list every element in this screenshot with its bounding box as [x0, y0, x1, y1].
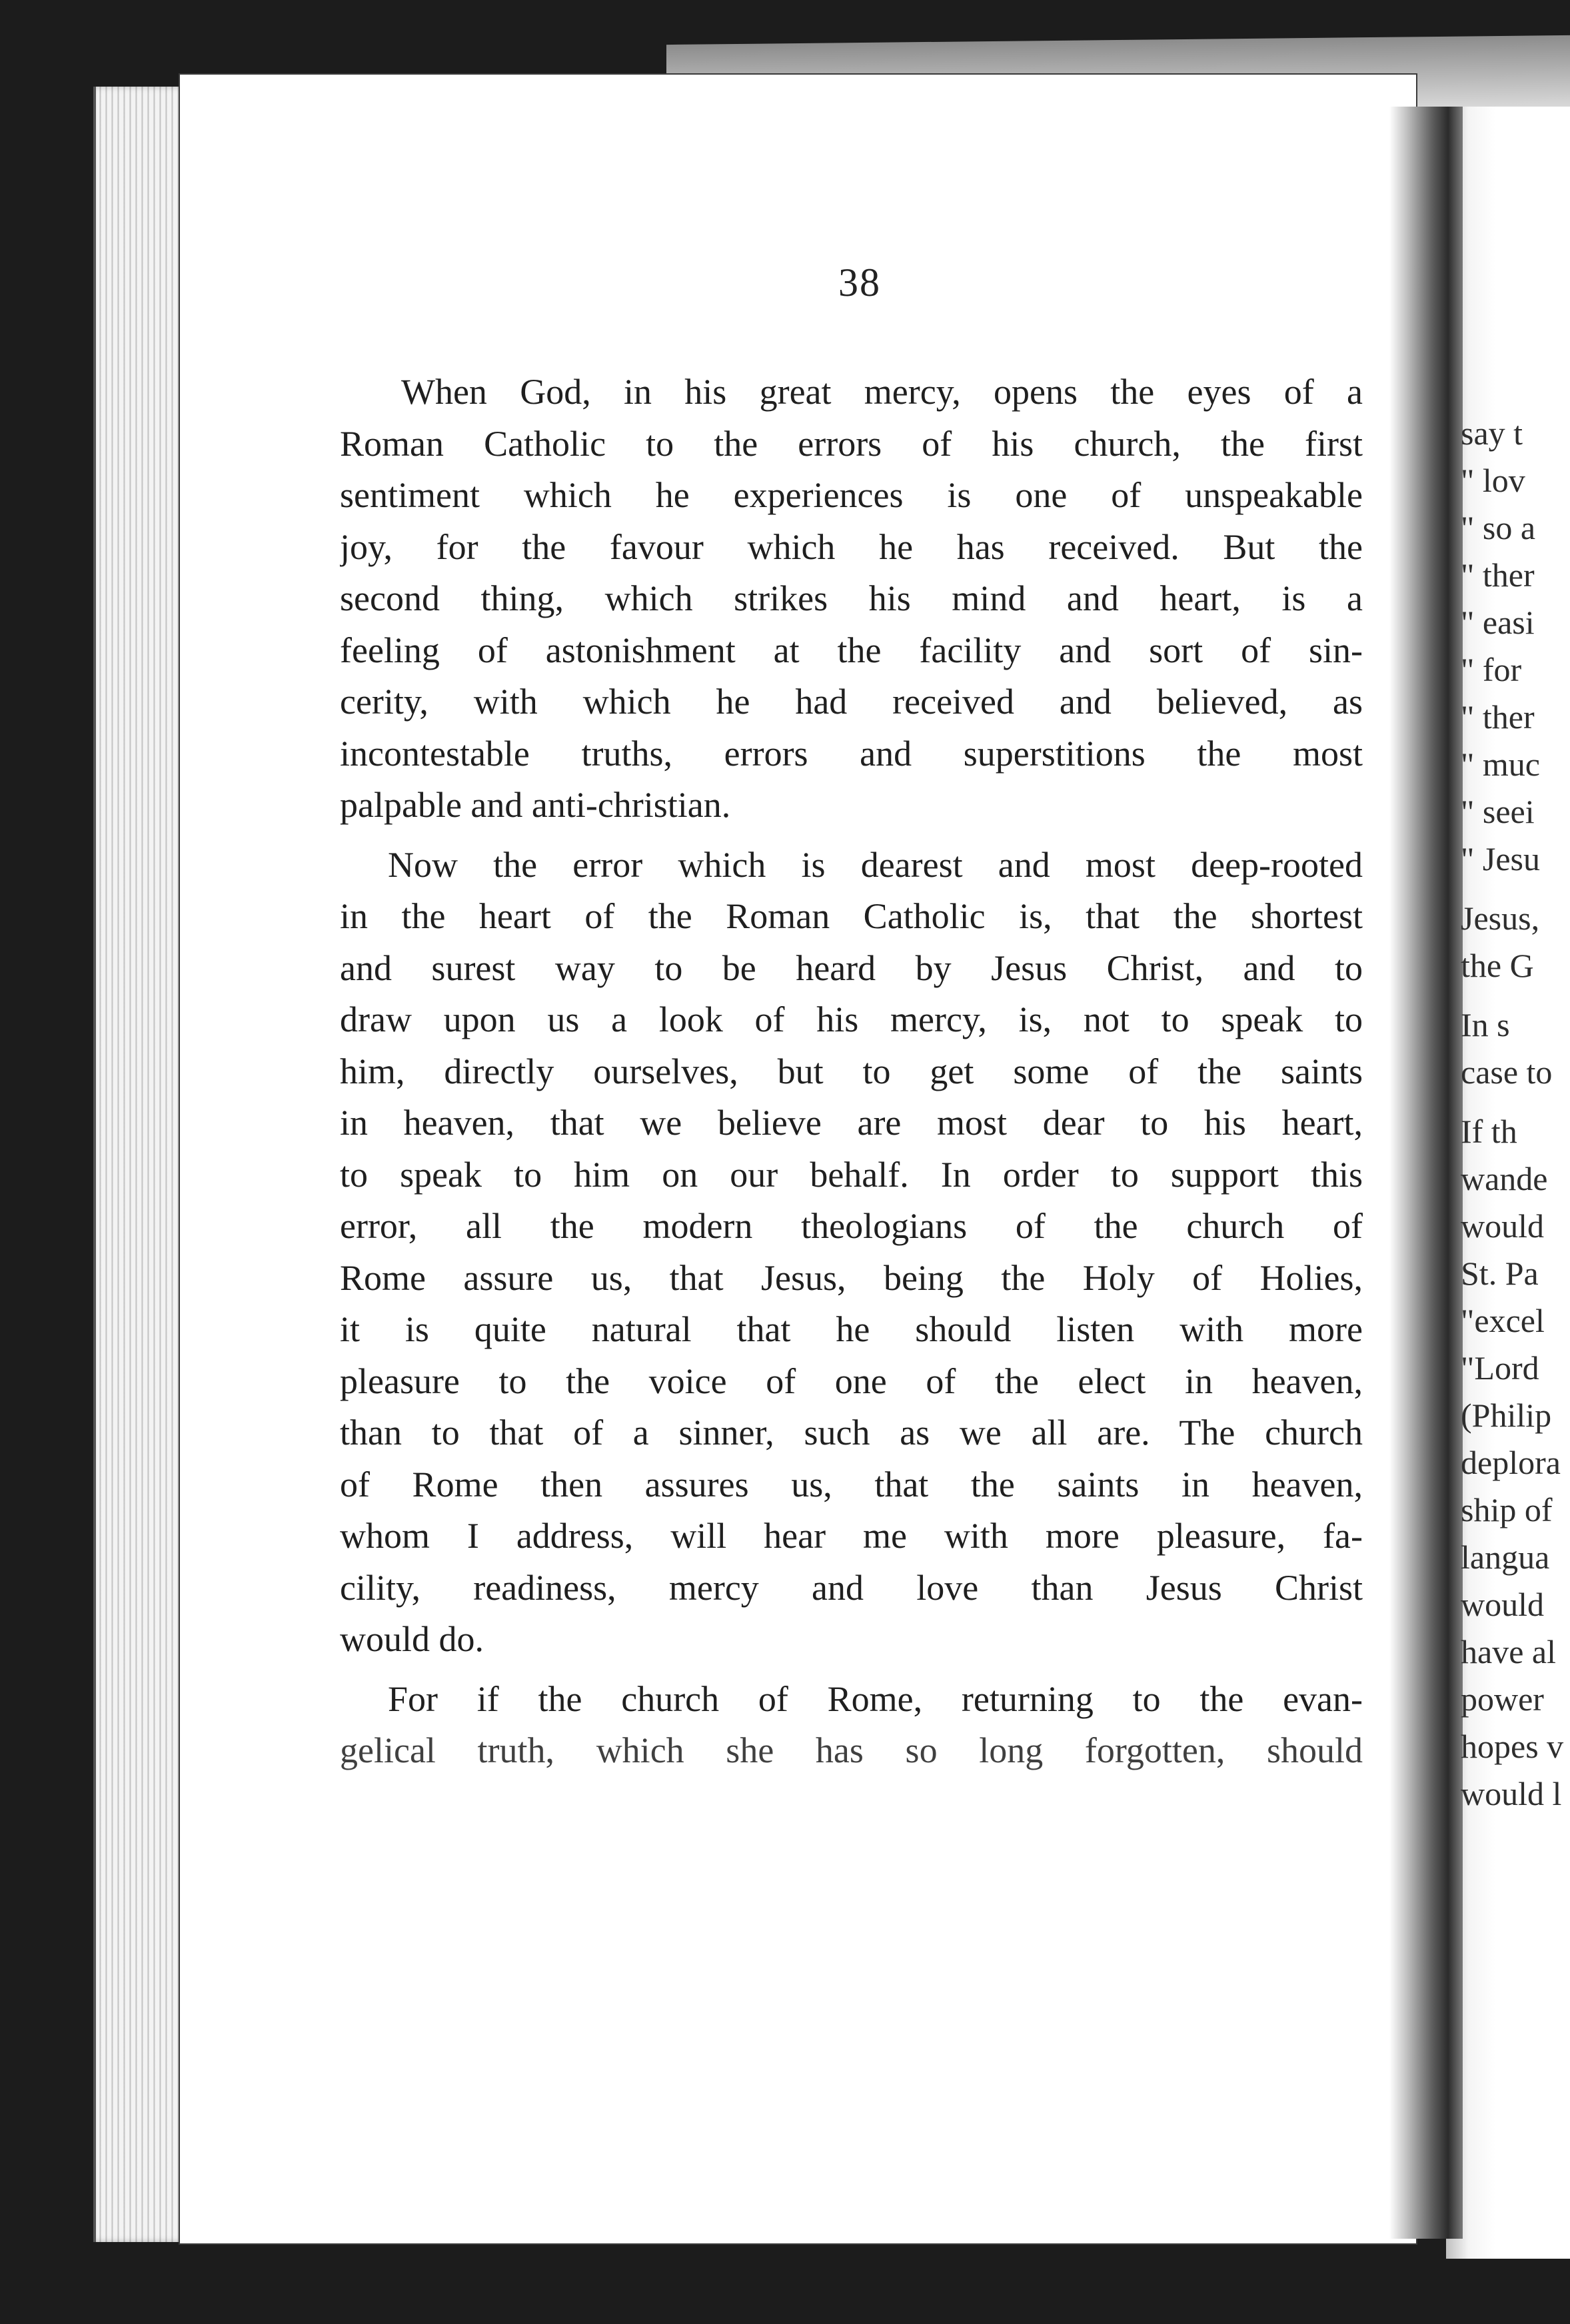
text-line: of Rome then assures us, that the saints in heaven, — [340, 1464, 1363, 1504]
facing-page-line: would — [1461, 1586, 1544, 1623]
text-line: him, directly ourselves, but to get some of the saints — [340, 1051, 1363, 1091]
text-line: palpable and anti-christian. — [340, 785, 731, 825]
facing-page-line: would — [1461, 1207, 1544, 1245]
text-line: and surest way to be heard by Jesus Christ, and to — [340, 947, 1363, 988]
page-text — [340, 366, 1363, 1785]
facing-page-line: langua — [1461, 1538, 1550, 1576]
text-line: Rome assure us, that Jesus, being the Holy of Holies, — [340, 1257, 1363, 1298]
text-line: When God, in his great mercy, opens the eyes of a — [401, 372, 1363, 412]
text-line: Now the error which is dearest and most deep-rooted — [388, 844, 1363, 885]
paragraph-1 — [340, 366, 1363, 832]
text-line: in the heart of the Roman Catholic is, that the shortest — [340, 896, 1363, 936]
text-line: second thing, which strikes his mind and heart, is a — [340, 578, 1363, 618]
paragraph-2 — [340, 840, 1363, 1666]
text-line: it is quite natural that he should listen with more — [340, 1309, 1363, 1349]
page-number: 38 — [838, 261, 881, 304]
facing-page-line: say t — [1461, 414, 1523, 452]
facing-page-line: " ther — [1461, 698, 1535, 736]
facing-page-line: case to — [1461, 1053, 1553, 1091]
text-line: incontestable truths, errors and superstitions the most — [340, 733, 1363, 774]
facing-page-line: "Lord — [1461, 1349, 1539, 1387]
text-line: For if the church of Rome, returning to the evan- — [388, 1678, 1363, 1719]
text-line: cerity, with which he had received and believed, as — [340, 682, 1363, 722]
text-line: gelical truth, which she has so long forgotten, should — [340, 1730, 1363, 1770]
facing-page-line: would l — [1461, 1775, 1562, 1812]
facing-page-line: " easi — [1461, 604, 1535, 641]
text-line: in heaven, that we believe are most dear to his heart, — [340, 1103, 1363, 1143]
facing-page-line: (Philip — [1461, 1397, 1552, 1434]
paragraph-3 — [340, 1674, 1363, 1777]
text-line: cility, readiness, mercy and love than Jesus Christ — [340, 1567, 1363, 1608]
facing-page-line: " for — [1461, 651, 1522, 688]
facing-page-line: " lov — [1461, 462, 1525, 499]
text-line: draw upon us a look of his mercy, is, not to speak to — [340, 999, 1363, 1039]
text-line: pleasure to the voice of one of the elect in heaven, — [340, 1361, 1363, 1401]
facing-page-text — [1461, 410, 1570, 1818]
facing-page-line: power — [1461, 1680, 1544, 1718]
text-line: joy, for the favour which he has received. But the — [340, 526, 1363, 567]
facing-page-line: " seei — [1461, 793, 1535, 830]
facing-page-line: ship of — [1461, 1491, 1553, 1528]
text-line: to speak to him on our behalf. In order to support this — [340, 1154, 1363, 1195]
text-line: would do. — [340, 1619, 484, 1659]
facing-page-line: wande — [1461, 1160, 1548, 1197]
facing-page-line: " Jesu — [1461, 840, 1541, 877]
text-line: error, all the modern theologians of the church of — [340, 1206, 1363, 1246]
facing-page-line: have al — [1461, 1633, 1556, 1670]
text-line: than to that of a sinner, such as we all are. The church — [340, 1413, 1363, 1452]
facing-page-line: " ther — [1461, 556, 1535, 594]
facing-page-line: In s — [1461, 1006, 1510, 1043]
facing-page-line: " so a — [1461, 509, 1536, 546]
facing-page-line: hopes v — [1461, 1728, 1564, 1765]
facing-page-line: St. Pa — [1461, 1255, 1539, 1292]
text-line: sentiment which he experiences is one of unspeakable — [340, 475, 1363, 515]
facing-page-line: Jesus, — [1461, 899, 1540, 937]
text-line: Roman Catholic to the errors of his church, the first — [340, 423, 1363, 464]
facing-page-line: " muc — [1461, 746, 1540, 783]
text-line: feeling of astonishment at the facility and sort of sin- — [340, 630, 1363, 670]
text-line: whom I address, will hear me with more pleasure, fa- — [340, 1516, 1363, 1556]
facing-page-line: "excel — [1461, 1302, 1545, 1339]
book-gutter — [1389, 107, 1463, 2239]
facing-page-line: deplora — [1461, 1444, 1561, 1481]
facing-page-line: the G — [1461, 947, 1534, 984]
book-page-edges — [93, 87, 189, 2242]
facing-page-line: If th — [1461, 1113, 1517, 1150]
